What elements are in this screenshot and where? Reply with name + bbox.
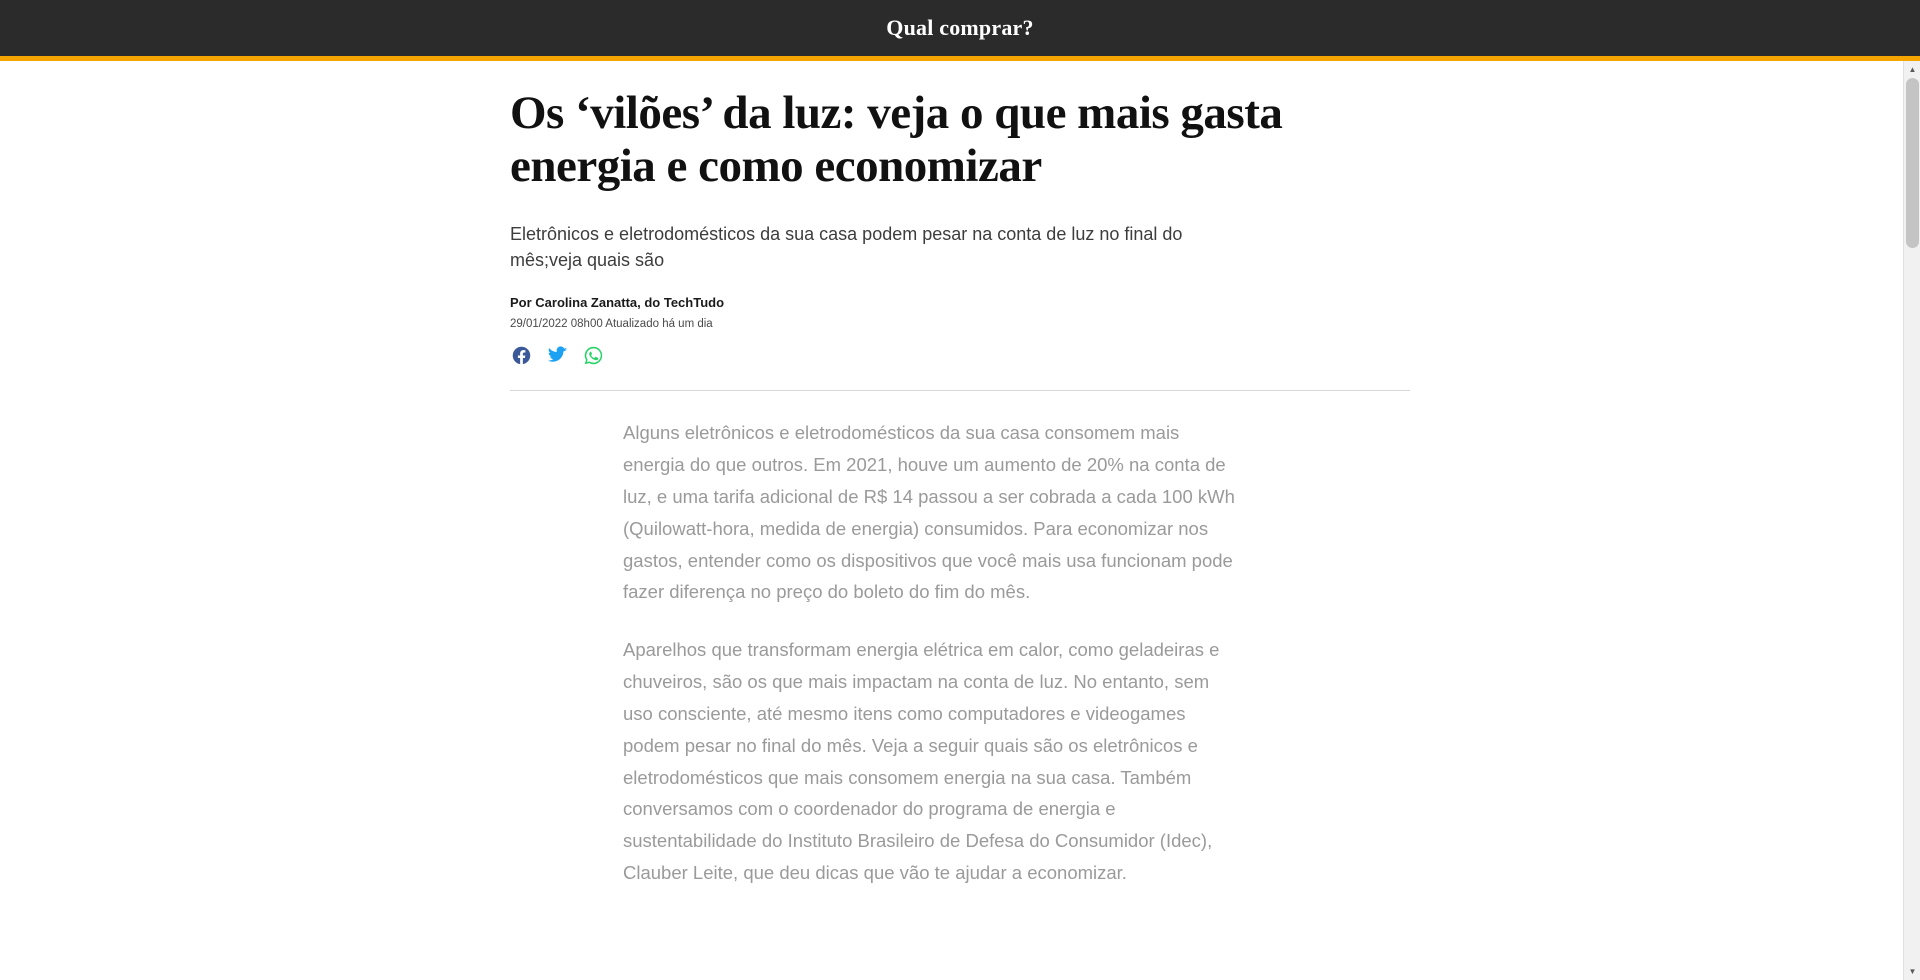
twitter-icon[interactable] xyxy=(546,344,568,366)
window-titlebar xyxy=(0,0,1920,56)
scroll-down-arrow-icon[interactable]: ▼ xyxy=(1908,967,1917,976)
article-scroll-area[interactable] xyxy=(0,61,1920,980)
article-timestamp: 29/01/2022 08h00 Atualizado há um dia xyxy=(510,318,713,331)
article-container xyxy=(510,61,1410,889)
whatsapp-icon[interactable] xyxy=(582,344,604,366)
window-title: Qual comprar? xyxy=(886,15,1034,40)
scroll-up-arrow-icon[interactable]: ▲ xyxy=(1908,65,1917,74)
facebook-icon[interactable] xyxy=(510,344,532,366)
vertical-scrollbar[interactable] xyxy=(1903,61,1920,980)
scrollbar-thumb[interactable] xyxy=(1906,78,1919,248)
share-row xyxy=(510,344,1410,366)
header-divider xyxy=(510,390,1410,391)
article-body xyxy=(510,417,1410,888)
article-byline: Por Carolina Zanatta, do TechTudo xyxy=(510,295,725,311)
page-title: Os ‘vilões’ da luz: veja o que mais gasta energia e como economizar xyxy=(510,87,1283,193)
article-paragraph: Alguns eletrônicos e eletrodomésticos da sua casa consomem mais energia do que outros. Em 2021, houve um aumento de 20% na conta de luz, e uma tarifa adicional de R$ 14 passou a ser cobrada a cada 100 kWh (Quilowatt-hora, medida de energia) consumidos. Para economizar nos gastos, entender como os dispositivos que você mais usa funcionam pode fazer diferença no preço do boleto do fim do mês. xyxy=(623,422,1235,603)
article-paragraph: Aparelhos que transformam energia elétrica em calor, como geladeiras e chuveiros, são os que mais impactam na conta de luz. No entanto, sem uso consciente, até mesmo itens como computadores e videogames podem pesar no final do mês. Veja a seguir quais são os eletrônicos e eletrodomésticos que mais consomem energia na sua casa. Também conversamos com o coordenador do programa de energia e sustentabilidade do Instituto Brasileiro de Defesa do Consumidor (Idec), Clauber Leite, que deu dicas que vão te ajudar a economizar. xyxy=(623,639,1220,883)
article-subhead: Eletrônicos e eletrodomésticos da sua casa podem pesar na conta de luz no final do mês;veja quais são xyxy=(510,224,1183,271)
